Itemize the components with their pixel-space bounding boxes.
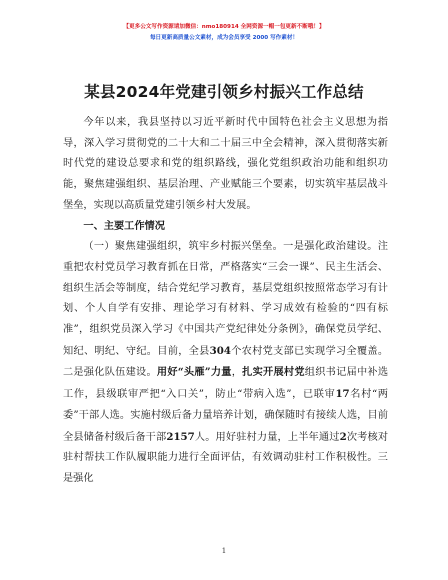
bold-phrase: 扎实开展村党 bbox=[242, 366, 305, 379]
text-run: 人。用好驻村力量，上半年通过 bbox=[194, 431, 340, 443]
text-run: 个农村党支部已实现学习全覆盖。二是强化队伍建设。 bbox=[63, 345, 389, 379]
promo-banner bbox=[0, 22, 448, 44]
text-run: 次考核对驻村帮扶工作队履职能力进行全面评估，有效调动驻村工作积极性。三是强化 bbox=[63, 431, 389, 484]
count-value: 2157 bbox=[166, 430, 195, 443]
text-run: 名村“两委”干部人选。实施村级后备力量培养计划，确保随时有接续人选，目前全县储备村级后备干部 bbox=[63, 389, 388, 443]
count-value: 304 bbox=[209, 344, 231, 357]
page-number: 1 bbox=[221, 547, 227, 555]
intro-paragraph: 今年以来，我县坚持以习近平新时代中国特色社会主义思想为指导，深入学习贯彻党的二十大和二十届三中全会精神，深入贯彻落实新时代党的建设总要求和党的组织路线，强化党组织政治功能和组织功能，聚焦建强组织、基层治理、产业赋能三个要素，切实筑牢基层战斗堡垒，实现以高质量党建引领乡村大发展。 bbox=[63, 117, 388, 211]
promo-banner-line-1: 【更多公文写作资源请加微信：nmo180914 全网资源一帽一包更新不断哦！】 bbox=[123, 24, 325, 30]
work-paragraph bbox=[63, 237, 388, 489]
promo-banner-line-2: 每日更新高质量公文素材，成为会员享受 2000 写作素材！ bbox=[149, 35, 299, 41]
text-run: 组织书记届中补选工作，县级联审严把“入口关”，防止“带病入选”，已联审 bbox=[63, 367, 389, 401]
document-title: 某县2024年党建引领乡村振兴工作总结 bbox=[84, 83, 364, 101]
bold-phrase: 用好“头雁”力量 bbox=[156, 366, 232, 379]
count-value: 17 bbox=[335, 388, 350, 401]
count-value: 2 bbox=[339, 430, 347, 443]
text-run: （一）聚焦建强组织，筑牢乡村振兴堡垒。一是强化政治建设。注重把农村党员学习教育抓在日常，严格落实“三会一课”、民主生活会、组织生活会等制度，结合党纪学习教育，基层党组织按照常态学习有计划、个人自学有安排、理论学习有材料、学习成效有检验的“四有标准”，组织党员深入学习《中国共产党纪律处分条例》，确保党员学纪、知纪、明纪、守纪。目前，全县 bbox=[63, 241, 388, 357]
section-heading: 一、主要工作情况 bbox=[83, 220, 165, 232]
text-run: ， bbox=[231, 367, 243, 379]
document-body bbox=[63, 113, 388, 490]
